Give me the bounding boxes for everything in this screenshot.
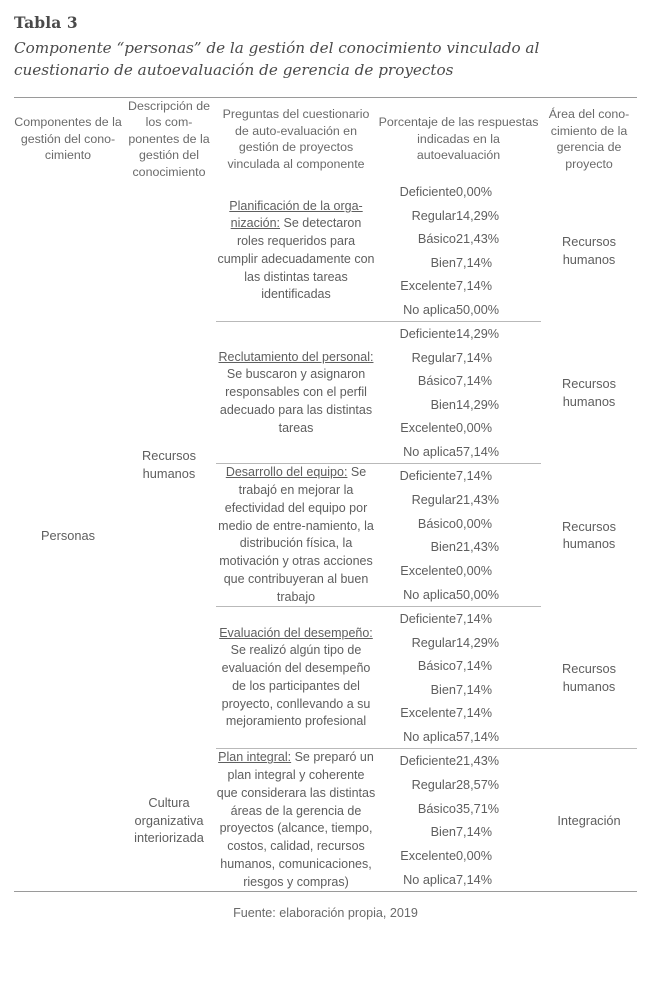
percentage-value: 7,14% [456, 279, 492, 294]
table-header [14, 98, 637, 181]
table-title: Componente “personas” de la gestión del conocimiento vinculado al cuestionario de autoevaluación de gerencia de proyectos [14, 38, 540, 79]
header-porcentaje: Porcentaje de las respuestas indicadas en la autoevaluación [378, 115, 539, 163]
question-lead: Evaluación del desempeño: [219, 625, 373, 640]
header-componentes: Componentes de la gestión del cono-cimiento [14, 115, 122, 163]
rating-label: Excelente [400, 279, 456, 294]
percentage-value: 7,14% [456, 255, 492, 270]
rating-label: Regular [411, 492, 456, 507]
knowledge-area-cell: Recursos humanos [561, 661, 617, 694]
percentage-value: 14,29% [456, 208, 500, 223]
rating-label: No aplica [403, 872, 456, 887]
rating-label: Básico [417, 659, 456, 674]
rating-label: Básico [417, 232, 456, 247]
table-number: Tabla 3 [14, 13, 78, 32]
rating-label: No aplica [403, 302, 456, 317]
percentage-value: 0,00% [456, 516, 492, 531]
rating-label: Deficiente [399, 185, 456, 200]
source-note: Fuente: elaboración propia, 2019 [233, 906, 418, 921]
percentage-value: 7,14% [456, 374, 492, 389]
rating-label: Excelente [400, 848, 456, 863]
rating-label: Bien [430, 682, 456, 697]
rating-label: Deficiente [399, 612, 456, 627]
rating-label: Excelente [400, 563, 456, 578]
rating-label: Excelente [400, 421, 456, 436]
percentage-value: 21,43% [456, 232, 500, 247]
rating-label: Básico [417, 801, 456, 816]
percentage-value: 7,14% [456, 659, 492, 674]
percentage-value: 50,00% [456, 302, 500, 317]
question-lead: Desarrollo del equipo: [225, 465, 348, 480]
description-cell: Recursos humanos [141, 448, 197, 481]
rating-label: No aplica [403, 587, 456, 602]
percentage-value: 21,43% [456, 540, 500, 555]
header-area: Área del cono-cimiento de la gerencia de proyecto [548, 107, 630, 171]
rating-label: Bien [430, 397, 456, 412]
knowledge-area-cell: Recursos humanos [561, 376, 617, 409]
question-cell: Desarrollo del equipo: Se trabajó en mejorar la efectividad del equipo por medio de entre-namiento, la distribución física, la motivación y otras acciones que contribuyeran al buen trabajo [218, 465, 374, 604]
knowledge-area-cell: Recursos humanos [561, 234, 617, 267]
header-descripcion: Descripción de los com-ponentes de la gestión del conocimiento [128, 98, 210, 179]
rating-label: Deficiente [399, 327, 456, 342]
percentage-value: 35,71% [456, 801, 500, 816]
percentage-value: 0,00% [456, 563, 492, 578]
percentage-value: 14,29% [456, 397, 500, 412]
percentage-value: 21,43% [456, 492, 500, 507]
question-lead: Plan integral: [218, 750, 292, 765]
rating-label: No aplica [403, 729, 456, 744]
percentage-value: 28,57% [456, 777, 500, 792]
question-cell: Reclutamiento del personal: Se buscaron y asignaron responsables con el perfil adecuado para las distintas tareas [218, 349, 374, 435]
percentage-value: 7,14% [456, 825, 492, 840]
percentage-value: 14,29% [456, 635, 500, 650]
rating-label: Regular [411, 208, 456, 223]
knowledge-area-cell: Recursos humanos [561, 518, 617, 552]
question-lead: Reclutamiento del personal: [218, 349, 374, 364]
header-preguntas: Preguntas del cuestionario de auto-evaluación en gestión de proyectos vinculada al componente [222, 107, 370, 171]
rating-label: Bien [430, 825, 456, 840]
question-cell: Planificación de la orga-nización: Se detectaron roles requeridos para cumplir adecuadamente con las distintas tareas identificadas [217, 198, 375, 302]
question-cell: Evaluación del desempeño: Se realizó algún tipo de evaluación del desempeño de los participantes del proyecto, conllevando a su mejoramiento profesional [219, 625, 373, 729]
question-cell: Plan integral: Se preparó un plan integral y coherente que considerara las distintas áreas de la gerencia de proyectos (alcance, tiempo, costos, calidad, recursos humanos, comunicaciones, riesgos y compras) [216, 750, 376, 889]
knowledge-management-table [14, 98, 637, 892]
table-body [14, 180, 637, 891]
rating-label: Regular [411, 777, 456, 792]
component-cell: Personas [40, 528, 96, 544]
rating-label: No aplica [403, 444, 456, 459]
rating-label: Bien [430, 540, 456, 555]
percentage-value: 7,14% [456, 350, 492, 365]
percentage-value: 7,14% [456, 612, 492, 627]
percentage-value: 14,29% [456, 327, 500, 342]
header-row [14, 98, 637, 181]
rating-label: Deficiente [399, 469, 456, 484]
percentage-value: 50,00% [456, 587, 500, 602]
table-caption [14, 0, 636, 81]
percentage-value: 0,00% [456, 185, 492, 200]
table-row [14, 180, 637, 204]
knowledge-area-cell: Integración [557, 812, 621, 828]
percentage-value: 57,14% [456, 444, 500, 459]
percentage-value: 7,14% [456, 682, 492, 697]
percentage-value: 21,43% [456, 754, 500, 769]
rating-label: Deficiente [399, 754, 456, 769]
rating-label: Básico [417, 374, 456, 389]
rating-label: Bien [430, 255, 456, 270]
rating-label: Regular [411, 350, 456, 365]
percentage-value: 7,14% [456, 469, 492, 484]
percentage-value: 0,00% [456, 421, 492, 436]
percentage-value: 57,14% [456, 729, 500, 744]
percentage-value: 0,00% [456, 848, 492, 863]
rating-label: Básico [417, 516, 456, 531]
percentage-value: 7,14% [456, 872, 492, 887]
description-cell: Cultura organizativa interiorizada [134, 794, 204, 846]
percentage-value: 7,14% [456, 706, 492, 721]
rating-label: Excelente [400, 706, 456, 721]
question-lead: Planificación de la orga-nización: [229, 198, 363, 231]
rating-label: Regular [411, 635, 456, 650]
